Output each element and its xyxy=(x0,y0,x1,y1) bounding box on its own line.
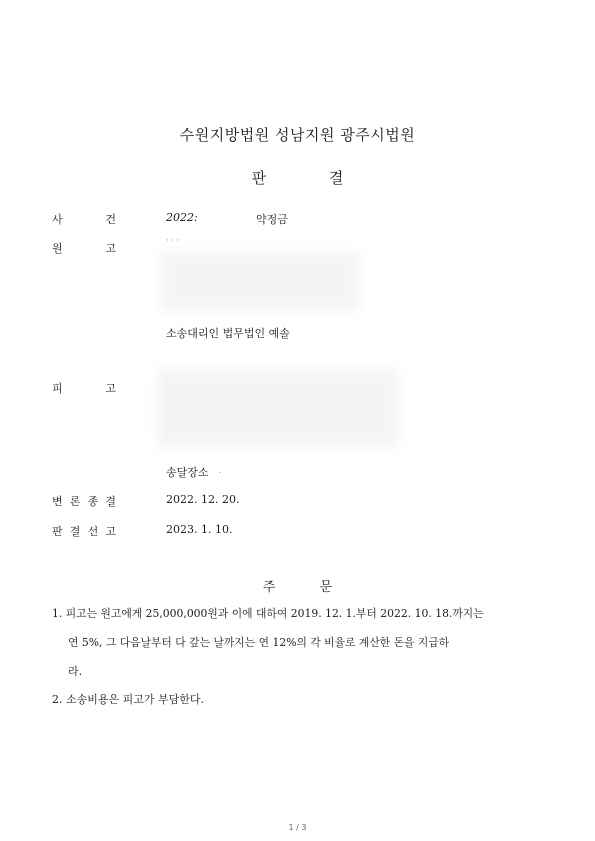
judgment-date: 2023. 1. 10. xyxy=(166,523,233,536)
plaintiff-counsel: 소송대리인 법무법인 예솔 xyxy=(166,327,290,340)
hearing-end-date: 2022. 12. 20. xyxy=(166,493,240,506)
court-name: 수원지방법원 성남지원 광주시법원 xyxy=(179,126,416,144)
service-address: 송달장소 · xyxy=(166,466,222,479)
page-number: 1 / 3 xyxy=(288,823,307,832)
order-item-1-line-2: 연 5%, 그 다음날부터 다 갚는 날까지는 연 12%의 각 비율로 계산한 돈을 지급하 xyxy=(68,636,450,649)
case-label: 사 건 xyxy=(52,213,116,226)
order-title: 주 문 xyxy=(262,580,333,595)
plaintiff-redacted: · · · xyxy=(166,236,179,245)
case-name: 약정금 xyxy=(256,213,288,226)
order-item-2: 2. 소송비용은 피고가 부담한다. xyxy=(52,693,204,706)
hearing-end-label: 변 론 종 결 xyxy=(52,495,116,508)
document-title: 판 결 xyxy=(251,169,344,187)
order-item-1-line-3: 라. xyxy=(68,665,83,678)
order-item-1-line-1: 1. 피고는 원고에게 25,000,000원과 이에 대하여 2019. 12. 1.부터 2022. 10. 18.까지는 xyxy=(52,607,484,620)
case-number: 2022: xyxy=(166,211,198,224)
defendant-label: 피 고 xyxy=(52,382,116,395)
redacted-area xyxy=(158,368,398,448)
redacted-area xyxy=(160,252,360,312)
plaintiff-label: 원 고 xyxy=(52,242,116,255)
judgment-date-label: 판 결 선 고 xyxy=(52,525,116,538)
